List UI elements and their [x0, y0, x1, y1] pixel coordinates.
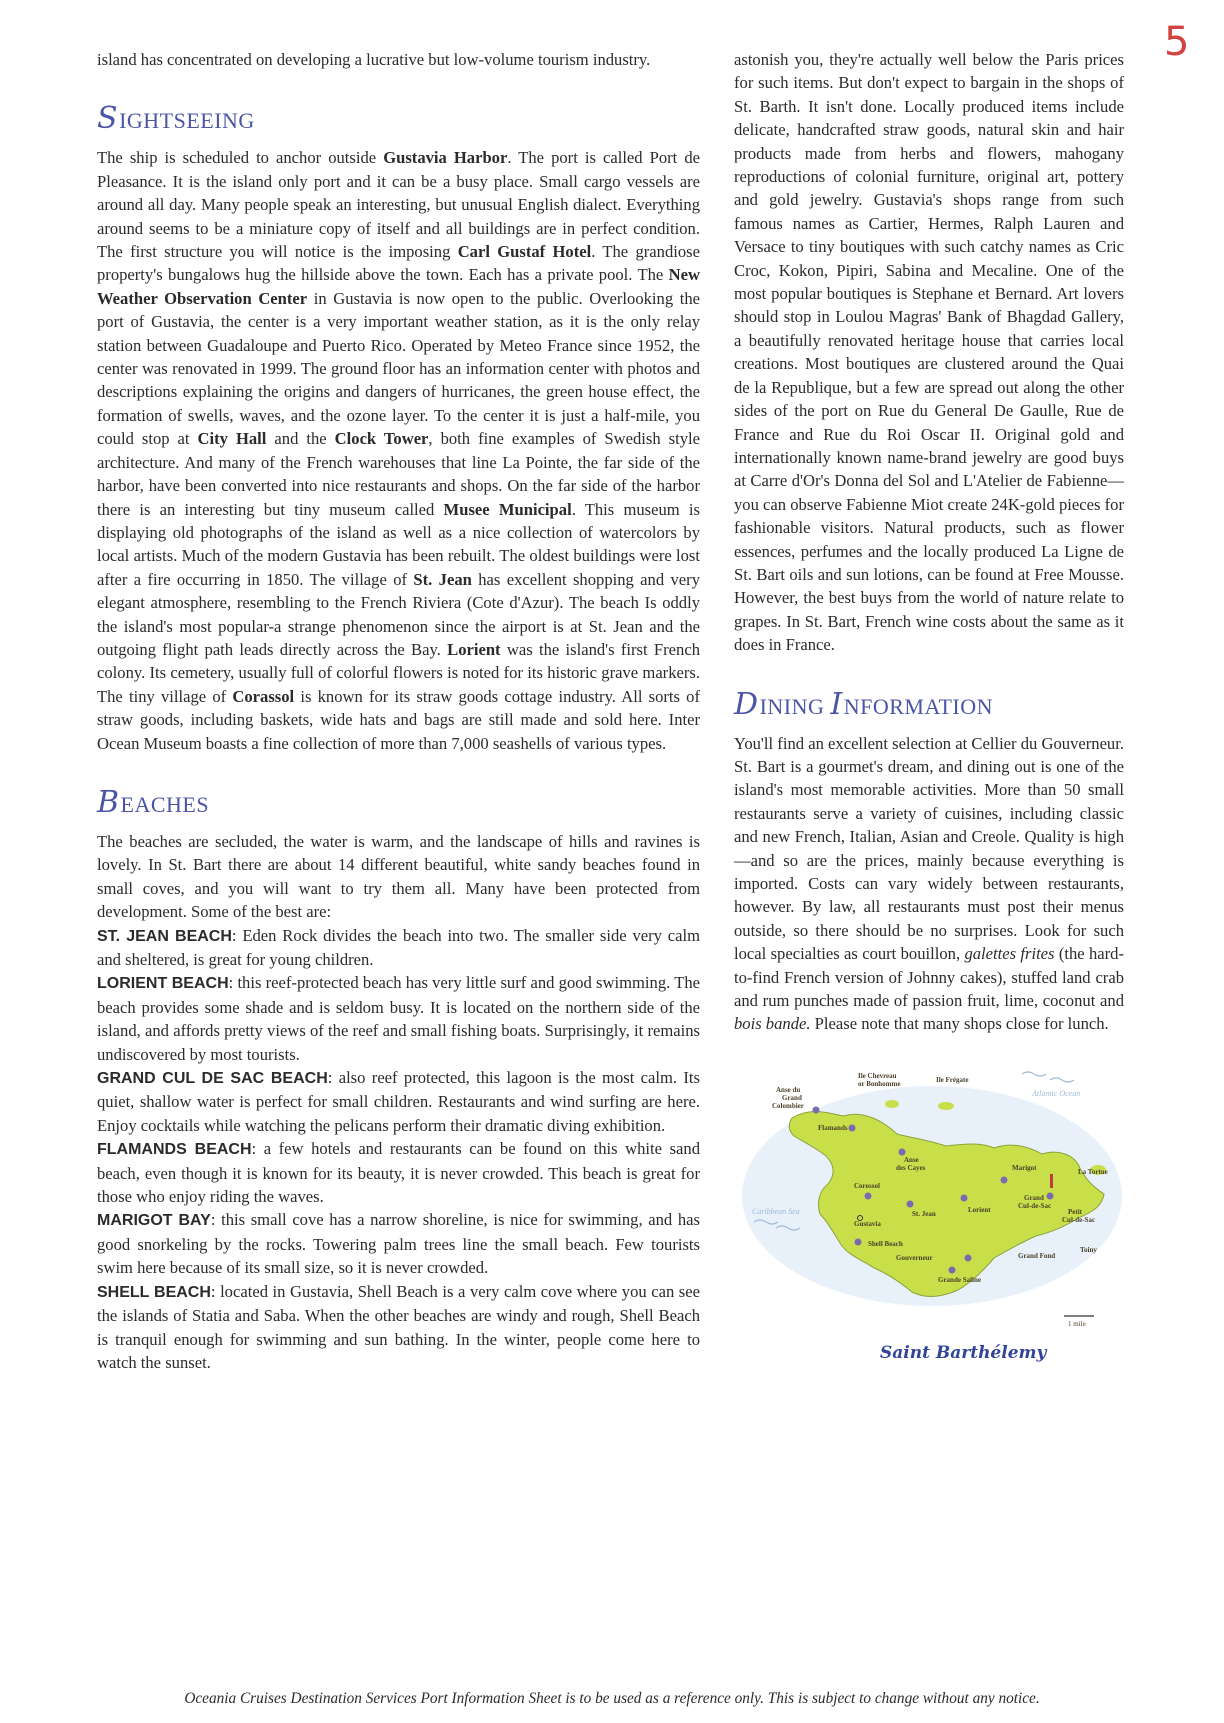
- dining-heading-initial: D: [734, 686, 759, 722]
- beach-marker-icon: [849, 1124, 856, 1131]
- map-label: Grand: [1024, 1193, 1044, 1202]
- beach-name: SHELL BEACH: [97, 1283, 211, 1301]
- sightseeing-text-run: was the island's first French colony. Its cemetery, usually full of colorful flowers is noted for its historic grave markers. The tiny village of: [97, 639, 700, 706]
- beach-marker-icon: [1001, 1176, 1008, 1183]
- map-label: Gustavia: [854, 1219, 881, 1228]
- map-label: Grand Fond: [1018, 1251, 1056, 1260]
- map-caption: Saint Barthélemy: [880, 1342, 1047, 1363]
- beach-list: [97, 924, 700, 1375]
- airstrip-marker-icon: [1050, 1174, 1053, 1188]
- beach-description: : this small cove has a narrow shoreline, is nice for swimming, and has good snorkeling by the rocks. Towering palm trees line the small beach. Few tourists swim here because of its small size, so it is never crowded.: [97, 1210, 700, 1278]
- beaches-heading-text: EACHES: [120, 791, 210, 817]
- beach-entry: [97, 1280, 700, 1375]
- dining-paragraph: [734, 732, 1124, 1036]
- map-label: Ile Chevreau: [858, 1071, 897, 1080]
- beach-name: LORIENT BEACH: [97, 975, 229, 993]
- island-map-svg: [732, 1046, 1132, 1368]
- dining-text-2: (the hard-to-find French version of Johnny cakes), stuffed land crab and rum punches made of passion fruit, lime, coconut and: [734, 944, 1124, 1011]
- sightseeing-paragraph: [97, 146, 700, 755]
- map-label: Grand: [782, 1093, 802, 1102]
- beach-description: : Eden Rock divides the beach into two. The smaller side very calm and sheltered, is great for young children.: [97, 925, 700, 969]
- dining-heading-text-2: NFORMATION: [843, 693, 993, 719]
- map-label: Lorient: [968, 1205, 991, 1214]
- map-label: or Bonhomme: [858, 1079, 901, 1088]
- map-sea-label-atlantic: Atlantic Ocean: [1032, 1088, 1081, 1098]
- sightseeing-place-name: Musee Municipal: [443, 499, 572, 519]
- beach-description: : a few hotels and restaurants can be found on this white sand beach, even though it is known for its beauty, it is never crowded. This beach is great for those who enjoy riding the waves.: [97, 1139, 700, 1207]
- map-label: Cul-de-Sac: [1018, 1201, 1052, 1210]
- map-waves-atlantic: [1022, 1072, 1074, 1082]
- sightseeing-place-name: Carl Gustaf Hotel: [457, 242, 592, 262]
- beach-name: ST. JEAN BEACH: [97, 927, 232, 945]
- map-islet-chevreau: [885, 1100, 899, 1108]
- sightseeing-heading: [97, 101, 700, 136]
- shopping-paragraph: astonish you, they're actually well below the Paris prices for such items. But don't expect to bargain in the shops of St. Barth. It isn't done. Locally produced items include delicate, handcrafted straw goods, natural skin and hair products made from herbs and flowers, mahogany reproductions of colonial furniture, original art, pottery and gold jewelry. Gustavia's shops range from such famous names as Cartier, Hermes, Ralph Lauren and Versace to tiny boutiques with such catchy names as Cric Croc, Kokon, Pipiri, Sabina and Mecaline. One of the most popular boutiques is Stephane et Bernard. Art lovers should stop in Loulou Magras' Bank of Bhagdad Gallery, a beautifully renovated heritage house that carries local creations. Most boutiques are clustered around the Quai de la Republique, but a few are spread out along the other sides of the port on Rue du General De Gaulle, Rue de France and Rue du Roi Oscar II. Original gold and internationally known name-brand jewelry are good buys at Carre d'Or's Donna del Sol and L'Atelier de Fabienne—you can observe Fabienne Miot create 24K-gold pieces for fashionable visitors. Natural products, such as flower essences, perfumes and the locally produced La Ligne de St. Bart oils and sun lotions, can be found at Free Mousse. However, the best buys from the world of nature relate to grapes. In St. Bart, French wine costs about the same as it does in France.: [734, 50, 1124, 655]
- beach-marker-icon: [813, 1106, 820, 1113]
- sightseeing-text-run: is known for its straw goods cottage industry. All sorts of straw goods, including baskets, wide hats and bags are still made and sold here. Inter Ocean Museum boasts a fine collection of more than 7,000 seashells of various types.: [97, 686, 700, 753]
- beach-marker-icon: [865, 1192, 872, 1199]
- map-label: Toiny: [1080, 1245, 1097, 1254]
- map-label: Shell Beach: [868, 1239, 903, 1248]
- island-map: [732, 1046, 1132, 1368]
- dining-heading-text-1: INING: [759, 693, 831, 719]
- sightseeing-text-run: . The port is called Port de Pleasance. It is the island only port and it can be a busy place. Small cargo vessels are around all day. Many people speak an interesting, but unusual English dialect. Everything around seems to be a miniature copy of itself and all buildings are in perfect condition. The first structure you will notice is the imposing: [97, 148, 701, 262]
- map-label: des Cayes: [896, 1163, 926, 1172]
- sightseeing-text-run: . The grandiose property's bungalows hug the hillside above the town. Each has a private pool. The: [97, 242, 700, 285]
- beach-entry: [97, 1208, 700, 1279]
- beach-entry: [97, 1137, 700, 1208]
- map-label: Grande Saline: [938, 1275, 981, 1284]
- map-label: Cul-de-Sac: [1062, 1215, 1096, 1224]
- beach-marker-icon: [907, 1200, 914, 1207]
- beach-marker-icon: [949, 1266, 956, 1273]
- map-islet-fregate: [938, 1102, 954, 1110]
- sightseeing-text-run: and the: [266, 429, 335, 449]
- map-label: Marigot: [1012, 1163, 1037, 1172]
- right-column: [734, 48, 1124, 1368]
- map-label: Anse du: [776, 1085, 801, 1094]
- dining-text-1: You'll find an excellent selection at Cellier du Gouverneur. St. Bart is a gourmet's dream, and dining out is one of the island's most memorable activities. More than 50 small restaurants serve a variety of cuisines, including classic and new French, Italian, Asian and Creole. Quality is high—and so are the prices, mainly because everything is imported. Costs can vary widely between restaurants, however. By law, all restaurants must post their menus outside, so there should be no surprises. Look for such local specialties as court bouillon,: [734, 733, 1124, 964]
- sightseeing-place-name: New Weather Observation Center: [97, 265, 700, 308]
- beach-marker-icon: [965, 1254, 972, 1261]
- map-scale-label: 1 mile: [1068, 1319, 1086, 1328]
- intro-text: island has concentrated on developing a lucrative but low-volume tourism industry.: [97, 50, 651, 69]
- sightseeing-text-run: . This museum is displaying old photographs of the island as well as a nice collection of watercolors by local artists. Much of the modern Gustavia has been rebuilt. The oldest buildings were lost after a fire occurring in 1850. The village of: [97, 499, 700, 589]
- map-label: Colombier: [772, 1101, 804, 1110]
- beach-name: MARIGOT BAY: [97, 1212, 211, 1230]
- dining-italic-2: bois bande.: [734, 1014, 811, 1034]
- map-label: La Tortue: [1078, 1167, 1108, 1176]
- sightseeing-heading-text: IGHTSEEING: [119, 108, 255, 134]
- dining-text-3: Please note that many shops close for lunch.: [810, 1014, 1109, 1034]
- map-label: Gouverneur: [896, 1253, 933, 1262]
- sightseeing-text-run: The ship is scheduled to anchor outside: [97, 148, 384, 168]
- map-label: Corossol: [854, 1181, 880, 1190]
- beach-entry: [97, 924, 700, 972]
- beaches-heading: [97, 785, 700, 820]
- map-label: Anse: [904, 1155, 919, 1164]
- sightseeing-place-name: City Hall: [197, 429, 267, 449]
- sightseeing-text-run: , both fine examples of Swedish style architecture. And many of the French warehouses that line La Pointe, the far side of the harbor, have been converted into nice restaurants and shops. On the far side of the harbor there is an interesting but tiny museum called: [97, 429, 700, 519]
- map-label: Flamands: [818, 1123, 848, 1132]
- sightseeing-place-name: St. Jean: [413, 569, 472, 589]
- map-label: St. Jean: [912, 1209, 936, 1218]
- page-number: 5: [1164, 19, 1190, 65]
- map-sea-label-caribbean: Caribbean Sea: [752, 1206, 800, 1216]
- map-label: Petit: [1068, 1207, 1082, 1216]
- beaches-intro: The beaches are secluded, the water is warm, and the landscape of hills and ravines is lovely. In St. Bart there are about 14 different beautiful, white sandy beaches found in small coves, and you will want to try them all. Many have been protected from development. Some of the best are:: [97, 831, 700, 922]
- dining-italic-1: galettes frites: [964, 944, 1055, 964]
- beach-marker-icon: [1047, 1192, 1054, 1199]
- sightseeing-place-name: Gustavia Harbor: [383, 148, 508, 168]
- sightseeing-place-name: Clock Tower: [334, 429, 429, 449]
- beach-name: FLAMANDS BEACH: [97, 1141, 252, 1159]
- sightseeing-place-name: Corassol: [232, 686, 295, 706]
- beach-name: GRAND CUL DE SAC BEACH: [97, 1070, 328, 1088]
- sightseeing-text-run: has excellent shopping and very elegant atmosphere, resembling to the French Riviera (Cote d'Azur). The beach Is oddly the island's most popular-a strange phenomenon since the airport is at St. Jean and the outgoing flight path leads directly across the Bay.: [97, 569, 700, 659]
- beach-description: : located in Gustavia, Shell Beach is a very calm cove where you can see the islands of Statia and Saba. When the other beaches are windy and rough, Shell Beach is tranquil enough for swimming and sun bathing. In the winter, people come here to watch the sunset.: [97, 1281, 700, 1372]
- dining-heading: [734, 687, 1124, 722]
- beach-entry: [97, 1066, 700, 1137]
- map-label: Ile Frégate: [936, 1075, 969, 1084]
- sightseeing-place-name: Lorient: [447, 639, 501, 659]
- beach-marker-icon: [961, 1194, 968, 1201]
- footer-disclaimer: Oceania Cruises Destination Services Port Information Sheet is to be used as a reference only. This is subject to change without any notice.: [184, 1690, 1040, 1707]
- beach-description: : also reef protected, this lagoon is the most calm. Its quiet, shallow water is perfect for small children. Restaurants and wind surfing are here. Enjoy cocktails while watching the pelicans perform their dramatic diving exhibition.: [97, 1068, 700, 1135]
- beach-marker-icon: [855, 1238, 862, 1245]
- beaches-heading-initial: B: [97, 784, 120, 820]
- sightseeing-text-run: in Gustavia is now open to the public. Overlooking the port of Gustavia, the center is a very important weather station, as it is the only relay station between Guadaloupe and Puerto Rico. Operated by Meteo France since 1952, the center was renovated in 1999. The ground floor has an information center with photos and descriptions explaining the origins and dangers of hurricanes, the green house effect, the formation of swells, waves, and the ozone layer. To the center it is just a half-mile, you could stop at: [97, 288, 700, 449]
- information-heading-initial: I: [830, 686, 843, 722]
- beach-description: : this reef-protected beach has very little surf and good swimming. The beach provides some shade and is seldom busy. It is located on the northern side of the island, and affords pretty views of the reef and small fishing boats. Surprisingly, it remains undiscovered by most tourists.: [97, 973, 700, 1064]
- beach-marker-icon: [899, 1148, 906, 1155]
- beach-entry: [97, 971, 700, 1066]
- left-column: [97, 48, 700, 1374]
- sightseeing-heading-initial: S: [97, 101, 119, 137]
